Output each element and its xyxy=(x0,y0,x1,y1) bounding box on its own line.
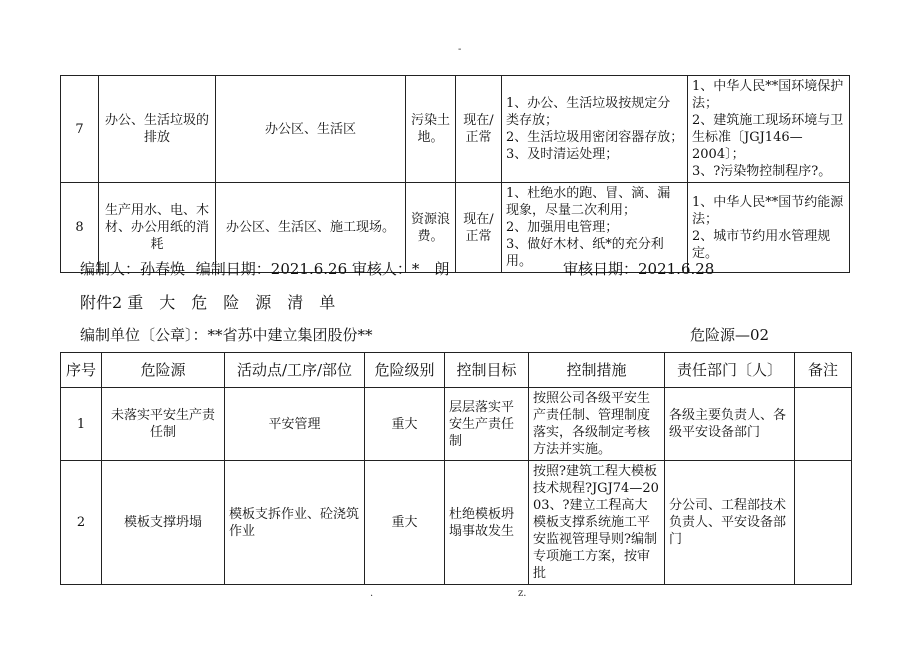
header-target: 控制目标 xyxy=(445,353,529,388)
unit-label: 编制单位〔公章〕：**省苏中建立集团股份** xyxy=(80,326,373,344)
location-cell: 办公区、生活区、施工现场。 xyxy=(216,183,406,273)
dept-cell: 各级主要负责人、各级平安设备部门 xyxy=(665,388,795,461)
row-number: 1 xyxy=(61,388,102,461)
measures-cell: 按照公司各级平安生产责任制、管理制度落实，各级制定考核方法并实施。 xyxy=(529,388,665,461)
measure-item: 1、办公、生活垃圾按规定分类存放； xyxy=(506,96,671,128)
measure-item: 3、及时清运处理； xyxy=(506,147,619,162)
location-cell: 办公区、生活区 xyxy=(216,76,406,183)
compiler-label: 编制人：孙春焕 xyxy=(80,260,186,278)
table-row xyxy=(61,388,852,461)
hazard-cell: 生产用水、电、木材、办公用纸的消耗 xyxy=(99,183,216,273)
compile-date-label: 编制日期：2021.6.26 xyxy=(195,260,348,278)
basis-item: 2、城市节约用水管理规定。 xyxy=(692,228,831,261)
table-row xyxy=(61,461,852,585)
hazard-cell: 模板支撑坍塌 xyxy=(102,461,225,585)
state-cell: 现在/正常 xyxy=(456,76,502,183)
level-cell: 重大 xyxy=(365,388,445,461)
page-bottom-mark: z. xyxy=(518,588,527,599)
row-number: 2 xyxy=(61,461,102,585)
basis-item: 1、中华人民**国环境保护法； xyxy=(692,79,844,111)
header-dept: 责任部门〔人〕 xyxy=(665,353,795,388)
reviewer-label: 审核人：* 朗 xyxy=(351,260,450,278)
impact-cell: 资源浪费。 xyxy=(406,183,456,273)
dept-cell: 分公司、工程部技术负责人、平安设备部门 xyxy=(665,461,795,585)
row-number: 7 xyxy=(61,76,99,183)
hazard-cell: 办公、生活垃圾的排放 xyxy=(99,76,216,183)
basis-cell xyxy=(688,76,850,183)
sign-line xyxy=(80,258,449,279)
hazard-code-label: 危险源—02 xyxy=(690,326,770,344)
table-row xyxy=(61,76,850,183)
header-level: 危险级别 xyxy=(365,353,445,388)
row-number: 8 xyxy=(61,183,99,273)
basis-item: 2、建筑施工现场环境与卫生标准〔JGJ146—2004〕； xyxy=(692,113,844,162)
annex-title: 附件2 重 大 危 险 源 清 单 xyxy=(80,293,336,312)
note-cell xyxy=(795,461,852,585)
measures-cell xyxy=(502,76,688,183)
header-no: 序号 xyxy=(61,353,102,388)
header-hazard: 危险源 xyxy=(102,353,225,388)
state-cell: 现在/正常 xyxy=(456,183,502,273)
note-cell xyxy=(795,388,852,461)
header-note: 备注 xyxy=(795,353,852,388)
basis-item: 1、中华人民**国节约能源法； xyxy=(692,194,844,227)
impact-cell: 污染土地。 xyxy=(406,76,456,183)
target-cell: 层层落实平安生产责任制 xyxy=(445,388,529,461)
measure-item: 1、杜绝水的跑、冒、滴、漏现象，尽量二次利用； xyxy=(506,186,671,218)
review-date-label: 审核日期：2021.6.28 xyxy=(563,260,715,278)
level-cell: 重大 xyxy=(365,461,445,585)
measure-item: 2、加强用电管理； xyxy=(506,220,619,235)
page-bottom-dot: . xyxy=(370,588,374,599)
page-top-mark: - xyxy=(458,44,462,55)
measures-cell: 按照?建筑工程大模板技术规程?JGJ74—2003、?建立工程高大模板支撑系统施工平安监视管理导则?编制专项施工方案，按审批 xyxy=(529,461,665,585)
activity-cell: 模板支拆作业、砼浇筑作业 xyxy=(225,461,365,585)
hazard-cell: 未落实平安生产责任制 xyxy=(102,388,225,461)
table-header-row xyxy=(61,353,852,388)
target-cell: 杜绝模板坍塌事故发生 xyxy=(445,461,529,585)
measure-item: 2、生活垃圾用密闭容器存放； xyxy=(506,130,684,145)
header-activity: 活动点/工序/部位 xyxy=(225,353,365,388)
basis-item: 3、?污染物控制程序?。 xyxy=(692,164,832,179)
major-hazard-table xyxy=(60,352,852,585)
measure-item: 3、做好木材、纸*的充分利用。 xyxy=(506,237,664,269)
activity-cell: 平安管理 xyxy=(225,388,365,461)
header-measures: 控制措施 xyxy=(529,353,665,388)
environment-factor-table xyxy=(60,75,850,273)
